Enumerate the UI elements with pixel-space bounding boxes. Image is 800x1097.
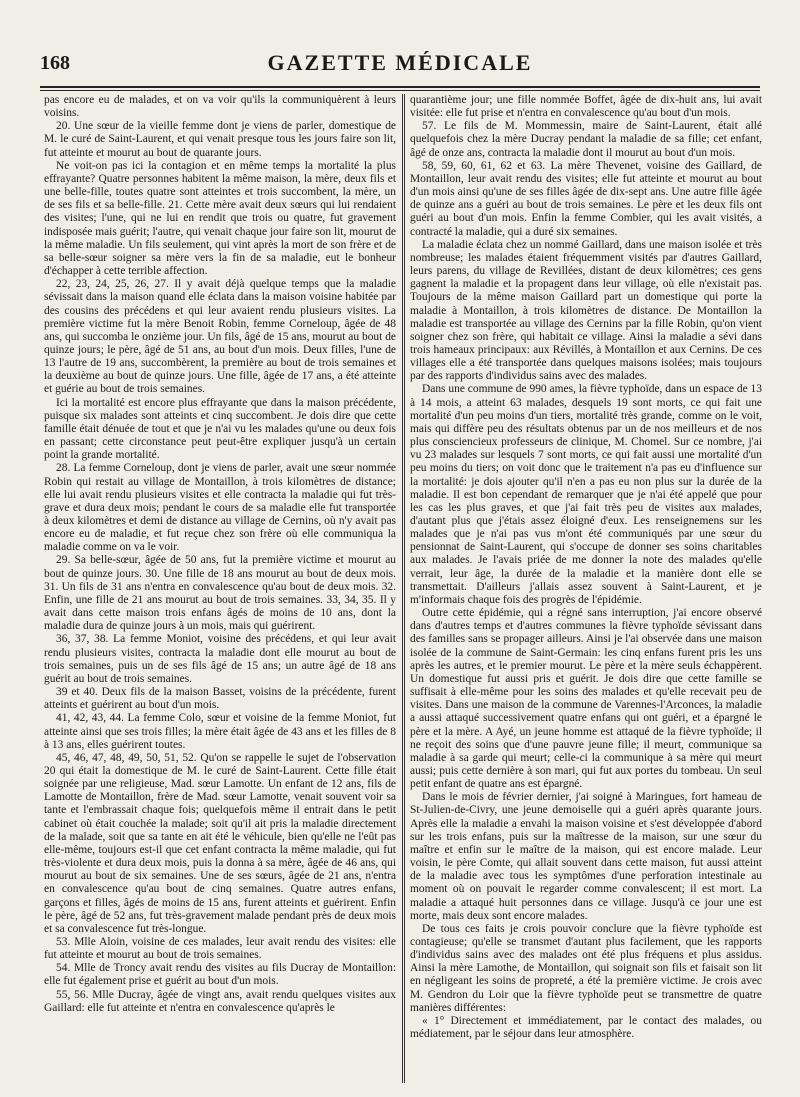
paragraph: 41, 42, 43, 44. La femme Colo, sœur et voisine de la femme Moniot, fut atteinte ainsi que ses trois filles; la mère était âgée de 43 ans et les filles de 8 à 13 ans, elles guérirent toutes. <box>44 712 396 751</box>
paragraph: 55, 56. Mlle Ducray, âgée de vingt ans, avait rendu quelques visites aux Gaillard: elle fut atteinte et n'entra en convalescence qu'après le <box>44 988 396 1014</box>
paragraph: Dans une commune de 990 ames, la fièvre typhoïde, dans un espace de 13 à 14 mois, a atteint 63 malades, desquels 19 sont morts, ce qui fait une mortalité d'un peu moins d'un tiers, mortalité très grande, comme on le voit, mais qui diffère peu des résultats obtenus par un de nos meilleurs et de nos plus consciencieux professeurs de clinique, M. Chomel. Sur ce nombre, j'ai vu 23 malades sur lesquels 7 sont morts, ce qui fait aussi une mortalité d'un peu moins du tiers; on voit donc que le traitement n'a pas eu d'influence sur la mortalité: je dois ajouter qu'il n'en a pas eu non plus sur la durée de la maladie. Il est bon cependant de remarquer que je n'ai été appelé que pour les cas les plus graves, et que j'ai fait très peu de visites aux malades, d'autant plus que j'étais assez éloigné d'eux. Les renseignemens sur les malades que je n'ai pas vus m'ont été communiqués par une sœur du pensionnat de Saint-Laurent, qui s'occupe de donner ses soins charitables aux malades. Je l'avais priée de me donner la note des malades qu'elle verrait, leur âge, la durée de la maladie et la manière dont elle se transmettait. D'ailleurs j'allais assez souvent à Saint-Laurent, et je m'informais chaque fois des progrès de l'épidémie. <box>410 383 762 606</box>
journal-title: GAZETTE MÉDICALE <box>267 50 533 75</box>
page-number: 168 <box>40 52 70 74</box>
paragraph: 20. Une sœur de la vieille femme dont je viens de parler, domestique de M. le curé de Saint-Laurent, et qui venait presque tous les jours faire son lit, fut atteinte et mourut au bout de quarante jours. <box>44 120 396 159</box>
paragraph: 54. Mlle de Troncy avait rendu des visites au fils Ducray de Montaillon: elle fut également prise et guérit au bout d'un mois. <box>44 962 396 988</box>
header-rule <box>40 86 760 88</box>
paragraph: Ici la mortalité est encore plus effrayante que dans la maison précédente, puisque six malades sont atteints et cinq succombent. Je dois dire que cette famille était dénuée de tout et que je n'ai vu les malades qu'une ou deux fois en passant; cette circonstance peut peut-être expliquer jusqu'à un certain point la grande mortalité. <box>44 396 396 462</box>
paragraph: 53. Mlle Aloin, voisine de ces malades, leur avait rendu des visites: elle fut atteinte et mourut au bout de trois semaines. <box>44 936 396 962</box>
paragraph: 36, 37, 38. La femme Moniot, voisine des précédens, et qui leur avait rendu plusieurs visites, contracta la maladie dont elle mourut au bout de trois semaines, puis un de ses fils âgé de 15 ans; un autre âgé de 18 ans guérit au bout de trois semaines. <box>44 633 396 685</box>
paragraph: 39 et 40. Deux fils de la maison Basset, voisins de la précédente, furent atteints et guérirent au bout d'un mois. <box>44 686 396 712</box>
paragraph: 29. Sa belle-sœur, âgée de 50 ans, fut la première victime et mourut au bout de quinze jours. 30. Une fille de 18 ans mourut au bout de deux mois. 31. Un fils de 31 ans n'entra en convalescence qu'au bout de deux mois. 32. Enfin, une fille de 21 ans mourut au bout de trois semaines. 33, 34, 35. Il y avait dans cette maison trois enfans âgés de moins de 10 ans, dont la maladie dura de quinze jours à un mois, mais qui guérirent. <box>44 554 396 633</box>
column-divider <box>402 94 405 1083</box>
right-column <box>410 94 762 1083</box>
paragraph: quarantième jour; une fille nommée Boffet, âgée de dix-huit ans, lui avait visitée: elle fut prise et n'entra en convalescence qu'au bout d'un mois. <box>410 94 762 120</box>
paragraph: 45, 46, 47, 48, 49, 50, 51, 52. Qu'on se rappelle le sujet de l'observation 20 qui était la domestique de M. le curé de Saint-Laurent. Cette fille était soignée par une religieuse, Mad. sœur Lamotte. Un enfant de 12 ans, fils de Lamotte de Montaillon, frère de Mad. sœur Lamotte, venait souvent voir sa tante et l'embrassait chaque fois; quelquefois même il entrait dans le petit cabinet où était couchée la malade; soit qu'il ait pris la maladie directement de la malade, soit que sa tante en ait été le véhicule, bien qu'elle ne l'eût pas elle-même, toujours est-il que cet enfant contracta la même maladie, qui fut très-violente et dura deux mois, puis la donna à sa mère, âgée de 46 ans, qui mourut au bout de six semaines. Une de ses sœurs, âgée de 21 ans, n'entra en convalescence qu'au bout de cinq semaines. Quatre autres enfans, garçons et filles, âgés de moins de 15 ans, furent atteints et guérirent. Enfin le père, âgé de 52 ans, fut très-gravement malade pendant près de deux mois et sa convalescence fut très-longue. <box>44 751 396 935</box>
header-rule-thin <box>40 90 760 91</box>
paragraph: Dans le mois de février dernier, j'ai soigné à Maringues, fort hameau de St-Julien-de-Civry, une jeune demoiselle qui a guéri après quarante jours. Après elle la maladie a envahi la maison voisine et s'est développée d'abord sur les trois enfans, puis sur la maîtresse de la maison, sur une sœur du maître et enfin sur le maître de la maison, qui est encore malade. Leur voisin, le père Comte, qui allait souvent dans cette maison, fut aussi atteint de la maladie avec tous les symptômes d'une perforation intestinale au moment où on pouvait le regarder comme convalescent; il est mort. La maladie a attaqué huit personnes dans ce village. Jusqu'à ce jour une est morte, mais deux sont encore malades. <box>410 791 762 922</box>
paragraph: 22, 23, 24, 25, 26, 27. Il y avait déjà quelque temps que la maladie sévissait dans la maison quand elle éclata dans la maison voisine habitée par des cousins des précédens et qui leur avaient rendu plusieurs visites. La première victime fut la mère Benoit Robin, femme Corneloup, âgée de 48 ans, qui succomba le onzième jour. Un fils, âgé de 15 ans, mourut au bout de quinze jours; le père, âgé de 51 ans, au bout d'un mois. Deux filles, l'une de 13 l'autre de 19 ans, succombèrent, la première au bout de trois semaines et la deuxième au bout de quinze jours. Une fille, âgée de 17 ans, a été atteinte et guérie au bout de trois semaines. <box>44 278 396 396</box>
paragraph: 28. La femme Corneloup, dont je viens de parler, avait une sœur nommée Robin qui restait au village de Montaillon, à trois kilomètres de distance; elle lui avait rendu plusieurs visites et elle contracta la maladie qui fut très-grave et dura deux mois; pendant le cours de sa maladie elle fut transportée à deux kilomètres et demi de distance au village de Cernins, où n'y avait pas encore eu de maladie, et fut reçue chez son frère où elle communiqua la maladie comme on va le voir. <box>44 462 396 554</box>
left-column <box>44 94 396 1083</box>
paragraph: « 1° Directement et immédiatement, par le contact des malades, ou médiatement, par le séjour dans leur atmosphère. <box>410 1014 762 1041</box>
paragraph: 58, 59, 60, 61, 62 et 63. La mère Thevenet, voisine des Gaillard, de Montaillon, leur avait rendu des visites; elle fut atteinte et mourut au bout d'un mois ainsi qu'une de ses filles âgée de dix-sept ans. Une autre fille âgée de quinze ans a guéri au bout de trois semaines. Le père et les deux fils ont guéri au bout d'un mois. Enfin la femme Combier, qui les avait visités, a contracté la maladie, qui a duré six semaines. <box>410 159 762 238</box>
paragraph: De tous ces faits je crois pouvoir conclure que la fièvre typhoïde est contagieuse; qu'elle se transmet d'autant plus facilement, que les rapports d'individus sains avec des malades ont été plus fréquens et plus assidus. Ainsi la mère Lamothe, de Montaillon, qui soignait son fils et faisait son lit en négligeant les soins de propreté, a été la première victime. Je crois avec M. Gendron du Loir que la fièvre typhoïde peut se transmettre de quatre manières différentes: <box>410 922 762 1014</box>
paragraph: 57. Le fils de M. Mommessin, maire de Saint-Laurent, était allé quelquefois chez la mère Ducray pendant la maladie de sa fille; cet enfant, âgé de onze ans, contracta la maladie dont il mourut au bout d'un mois. <box>410 120 762 159</box>
paragraph: Outre cette épidémie, qui a régné sans interruption, j'ai encore observé dans d'autres temps et d'autres communes la fièvre typhoïde sévissant dans des familles sans se propager ailleurs. Ainsi je l'ai observée dans une maison isolée de la commune de Saint-Germain: les cinq enfans furent pris les uns après les autres, et le premier mourut. Le père et la mère seuls échappèrent. Un domestique fut aussi pris et guérit. Je dois dire que cette famille se suffisait à elle-même pour les soins des malades et qu'elle recevait peu de visites. Dans une maison de la commune de Varennes-l'Arconces, la maladie a aussi attaqué successivement quatre enfans qui ont guéri, et a épargné le père et la mère. A Ayé, un jeune homme est attaqué de la fièvre typhoïde; il ne reçoit des soins que d'une pauvre jeune fille; il meurt, communique sa maladie à sa garde qui meurt; celle-ci la communique à sa mère qui meurt aussi; puis cette dernière à son mari, qui fut aux portes du tombeau. Un seul petit enfant de quatre ans est épargné. <box>410 607 762 791</box>
article-columns <box>44 94 762 1083</box>
paragraph: pas encore eu de malades, et on va voir qu'ils la communiquèrent à leurs voisins. <box>44 94 396 120</box>
paragraph: La maladie éclata chez un nommé Gaillard, dans une maison isolée et très nombreuse; les malades étaient fréquemment visités par d'autres Gaillard, leurs parens, du village de Revillées, distant de deux kilomètres; ces gens gagnent la maladie et la propagent dans leur village, où elle n'existait pas. Toujours de la même maison Gaillard part un domestique qui porte la maladie à Montaillon, à trois kilomètres de distance. De Montaillon la maladie est transportée au village des Cernins par la fille Robin, qu'on vient soigner chez son frère, qui habitait ce village. Ainsi la maladie a sévi dans trois hameaux principaux: aux Révillés, à Montaillon et aux Cernins. De ces villages elle a été transportée dans quelques maisons isolées; mais toujours par des rapports d'individus sains avec des malades. <box>410 238 762 383</box>
page-header <box>40 50 760 82</box>
paragraph: Ne voit-on pas ici la contagion et en même temps la mortalité la plus effrayante? Quatre personnes habitent la même maison, la mère, deux fils et une belle-fille, toutes quatre sont atteintes et trois succombent, la mère, un de ses fils et sa belle-fille. 21. Cette mère avait deux sœurs qui lui rendaient des visites; l'une, qui ne lui en rendit que trois ou quatre, fut gravement indisposée mais guérit; l'autre, qui venait chaque jour faire son lit, mourut de la même maladie. Un fils seulement, qui vint après la mort de son frère et de sa belle-sœur soigner sa mère vers la fin de sa maladie, eut le bonheur d'échapper à cette terrible affection. <box>44 159 396 278</box>
